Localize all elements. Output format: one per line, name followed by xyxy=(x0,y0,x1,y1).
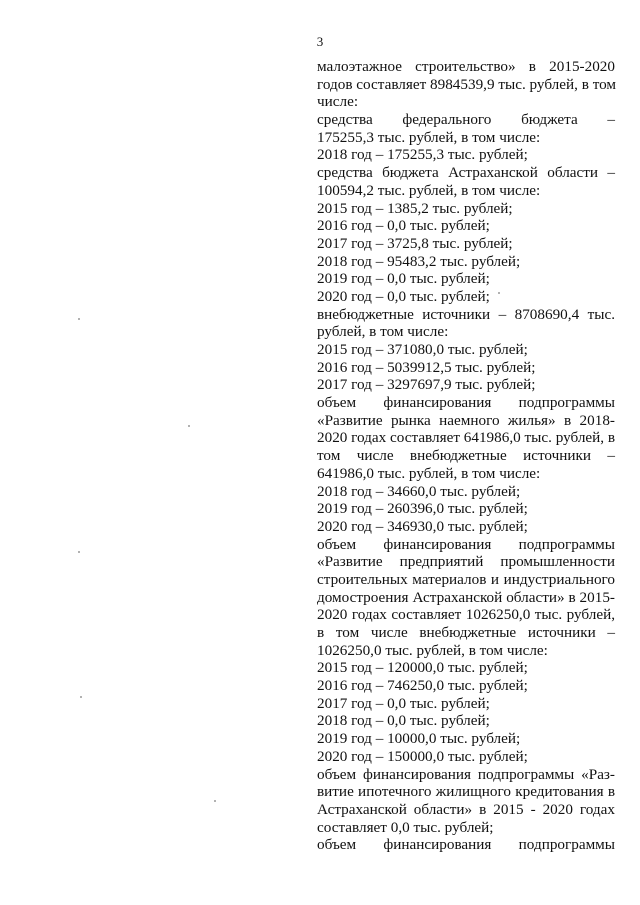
text-line: 2019 год – 10000,0 тыс. рублей; xyxy=(317,730,521,748)
text-line: 2015 год – 371080,0 тыс. рублей; xyxy=(317,341,528,358)
text-line: 2015 год – 1385,2 тыс. рублей; xyxy=(317,199,513,217)
scan-speck xyxy=(80,696,82,698)
text-line: том числе внебюджетные источники – xyxy=(317,447,615,465)
scan-speck xyxy=(78,318,80,320)
text-line: внебюджетные источники – 8708690,4 тыс. xyxy=(317,305,615,323)
text-line: «Развитие рынка наемного жилья» в 2018- xyxy=(317,411,615,429)
text-line: объем финансирования подпрограммы xyxy=(317,836,615,854)
text-line: домостроения Астраханской области» в 2015- xyxy=(317,588,615,606)
scan-speck xyxy=(78,551,80,553)
text-line: витие ипотечного жилищного кредитования в xyxy=(317,783,615,801)
text-line: 2020 годах составляет 1026250,0 тыс. рублей, xyxy=(317,606,615,624)
text-line: объем финансирования подпрограммы xyxy=(317,535,615,553)
text-line: 2018 год – 34660,0 тыс. рублей; xyxy=(317,482,521,500)
text-line: 2018 год – 175255,3 тыс. рублей; xyxy=(317,146,528,164)
text-line: 2018 год – 0,0 тыс. рублей; xyxy=(317,712,490,730)
text-line: 2016 год – 5039912,5 тыс. рублей; xyxy=(317,358,536,376)
text-line: 2015 год – 120000,0 тыс. рублей; xyxy=(317,659,528,677)
text-line: 2018 год – 95483,2 тыс. рублей; xyxy=(317,252,521,270)
text-line: средства федерального бюджета – xyxy=(317,111,615,129)
scan-speck xyxy=(498,292,500,294)
text-line: в том числе внебюджетные источники – xyxy=(317,624,615,641)
text-line: 1026250,0 тыс. рублей, в том числе: xyxy=(317,641,548,659)
text-line: 2017 год – 3297697,9 тыс. рублей; xyxy=(317,376,536,394)
text-line: малоэтажное строительство» в 2015-2020 xyxy=(317,58,615,75)
text-line: 2020 год – 150000,0 тыс. рублей; xyxy=(317,747,528,765)
text-line: рублей, в том числе: xyxy=(317,323,449,341)
text-line: 175255,3 тыс. рублей, в том числе: xyxy=(317,128,541,146)
text-line: годов составляет 8984539,9 тыс. рублей, в том xyxy=(317,75,617,93)
text-line: средства бюджета Астраханской области – xyxy=(317,164,615,182)
page-number: 3 xyxy=(316,34,324,49)
text-line: 2016 год – 0,0 тыс. рублей; xyxy=(317,217,490,235)
text-line: 2017 год – 0,0 тыс. рублей; xyxy=(317,694,490,712)
text-line: 2020 год – 0,0 тыс. рублей; xyxy=(317,287,490,305)
text-line: числе: xyxy=(317,93,359,111)
text-line: 2020 год – 346930,0 тыс. рублей; xyxy=(317,517,528,535)
text-line: «Развитие предприятий промышленности xyxy=(317,553,615,571)
text-line: 2019 год – 0,0 тыс. рублей; xyxy=(317,270,490,288)
text-line: 2016 год – 746250,0 тыс. рублей; xyxy=(317,677,528,695)
text-line: 2020 годах составляет 641986,0 тыс. рублей, в xyxy=(317,429,616,447)
text-line: строительных материалов и индустриального xyxy=(317,570,615,588)
scan-speck xyxy=(188,425,190,427)
text-line: объем финансирования подпрограммы «Раз- xyxy=(317,765,615,783)
text-line: составляет 0,0 тыс. рублей; xyxy=(317,818,494,836)
text-line: 641986,0 тыс. рублей, в том числе: xyxy=(317,464,541,482)
document-text-column xyxy=(317,58,615,854)
scan-speck xyxy=(214,800,216,802)
text-line: 2019 год – 260396,0 тыс. рублей; xyxy=(317,500,528,518)
text-line: 100594,2 тыс. рублей, в том числе: xyxy=(317,181,541,199)
text-line: объем финансирования подпрограммы xyxy=(317,394,615,412)
text-line: Астраханской области» в 2015 - 2020 годах xyxy=(317,800,615,818)
text-line: 2017 год – 3725,8 тыс. рублей; xyxy=(317,234,513,252)
